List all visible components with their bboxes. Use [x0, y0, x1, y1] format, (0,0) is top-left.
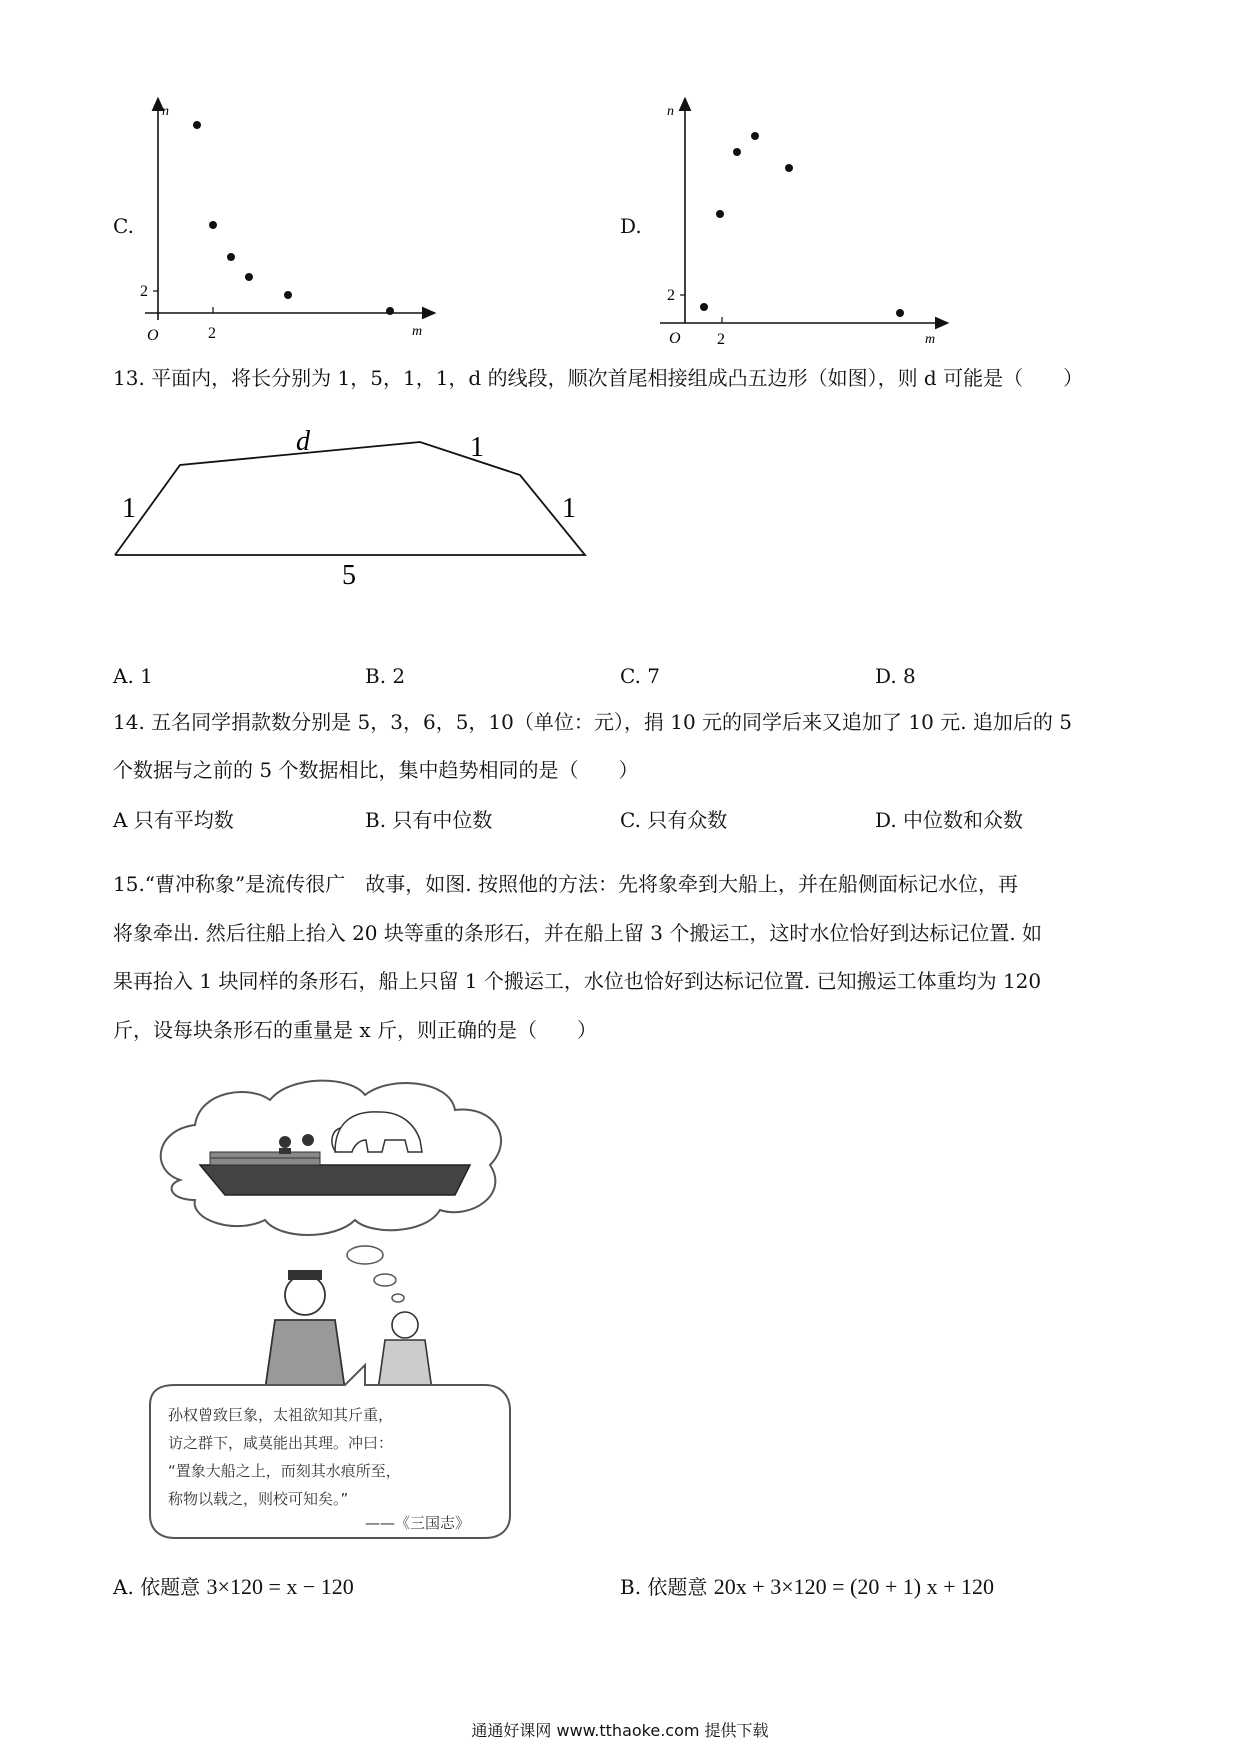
option-d-m-label: m: [925, 332, 936, 345]
option-c-point-1: [193, 121, 201, 129]
q15-stem-line-2: 将象牵出. 然后往船上抬入 20 块等重的条形石，并在船上留 3 个搬运工，这时水位恰好到达标记位置. 如: [113, 921, 1043, 945]
q15-stem-line-3: 果再抬入 1 块同样的条形石，船上只留 1 个搬运工，水位也恰好到达标记位置. 已知搬运工体重均为 120: [113, 969, 1042, 993]
option-d-point-5: [785, 164, 793, 172]
option-c-point-2: [209, 221, 217, 229]
q13-option-b[interactable]: B. 2: [365, 664, 406, 688]
option-c-point-4: [245, 273, 253, 281]
option-d-x-tick: 2: [717, 331, 725, 345]
option-c-origin-label: O: [147, 327, 159, 344]
q15-option-a-prefix: A. 依题意: [113, 1575, 201, 1599]
option-c-point-3: [227, 253, 235, 261]
quote-line-2: 访之群下，咸莫能出其理。冲曰：: [168, 1434, 394, 1452]
page-footer: 通通好课网 www.tthaoke.com 提供下载: [471, 1721, 769, 1740]
q15-stem-line-4: 斤，设每块条形石的重量是 x 斤，则正确的是（ ）: [113, 1018, 597, 1042]
q15-option-b[interactable]: [620, 1574, 994, 1600]
q15-option-a-formula: 3×120 = x − 120: [206, 1574, 354, 1599]
option-d-point-2: [716, 210, 724, 218]
q13-option-a[interactable]: A. 1: [113, 664, 153, 688]
q13-option-c[interactable]: C. 7: [620, 664, 661, 688]
q13-label-right: 1: [562, 493, 576, 524]
option-c-n-label: n: [162, 104, 169, 119]
option-d-n-label: n: [667, 104, 674, 119]
q14-stem-line-1: 14. 五名同学捐款数分别是 5，3，6，5，10（单位：元），捐 10 元的同学后来又追加了 10 元. 追加后的 5: [113, 710, 1072, 734]
quote-line-3: “置象大船之上，而刻其水痕所至，: [168, 1462, 401, 1480]
q13-label-d: d: [296, 426, 310, 457]
q15-option-b-formula: 20x + 3×120 = (20 + 1) x + 120: [713, 1574, 994, 1599]
option-d-origin-label: O: [669, 330, 681, 345]
q13-label-bottom: 5: [342, 560, 356, 591]
cao-cao-figure: [285, 1275, 325, 1315]
q14-option-c[interactable]: C. 只有众数: [620, 808, 728, 832]
option-d-point-3: [733, 148, 741, 156]
option-d-point-6: [896, 309, 904, 317]
q15-illustration: [140, 1070, 530, 1550]
q14-option-b[interactable]: B. 只有中位数: [365, 808, 493, 832]
option-c-letter: C.: [113, 214, 134, 238]
option-d-letter: D.: [620, 214, 642, 238]
q15-stem-line-1: 15.“曹冲称象”是流传很广 故事，如图. 按照他的方法：先将象牵到大船上，并在船侧面标记水位，再: [113, 872, 1018, 896]
option-c-m-label: m: [412, 324, 423, 339]
q13-stem: 13. 平面内，将长分别为 1，5，1，1，d 的线段，顺次首尾相接组成凸五边形（如图），则 d 可能是（ ）: [113, 366, 1084, 390]
option-c-scatter-chart: [140, 95, 440, 345]
q13-option-d[interactable]: D. 8: [875, 664, 916, 688]
option-c-y-tick: 2: [140, 283, 148, 300]
boat-icon: [200, 1165, 470, 1195]
q14-option-a[interactable]: A 只有平均数: [113, 808, 234, 832]
q13-label-upper-right: 1: [470, 432, 484, 463]
option-d-point-4: [751, 132, 759, 140]
option-d-scatter-chart: [655, 95, 955, 345]
option-d-point-1: [700, 303, 708, 311]
q13-label-left: 1: [122, 493, 136, 524]
option-c-point-5: [284, 291, 292, 299]
q14-option-d[interactable]: D. 中位数和众数: [875, 808, 1024, 832]
q13-pentagon-figure: [100, 420, 620, 600]
option-d-y-tick: 2: [667, 287, 675, 304]
q15-option-a[interactable]: [113, 1574, 354, 1600]
option-c-point-6: [386, 307, 394, 315]
q15-option-b-prefix: B. 依题意: [620, 1575, 708, 1599]
quote-line-4: 称物以载之，则校可知矣。”: [168, 1490, 349, 1508]
q14-stem-line-2: 个数据与之前的 5 个数据相比，集中趋势相同的是（ ）: [113, 758, 639, 782]
option-c-x-tick: 2: [208, 325, 216, 342]
cao-chong-figure: [392, 1312, 418, 1338]
quote-line-1: 孙权曾致巨象，太祖欲知其斤重，: [168, 1406, 394, 1424]
quote-source: ——《三国志》: [365, 1514, 471, 1532]
q13-pentagon: [115, 442, 585, 555]
